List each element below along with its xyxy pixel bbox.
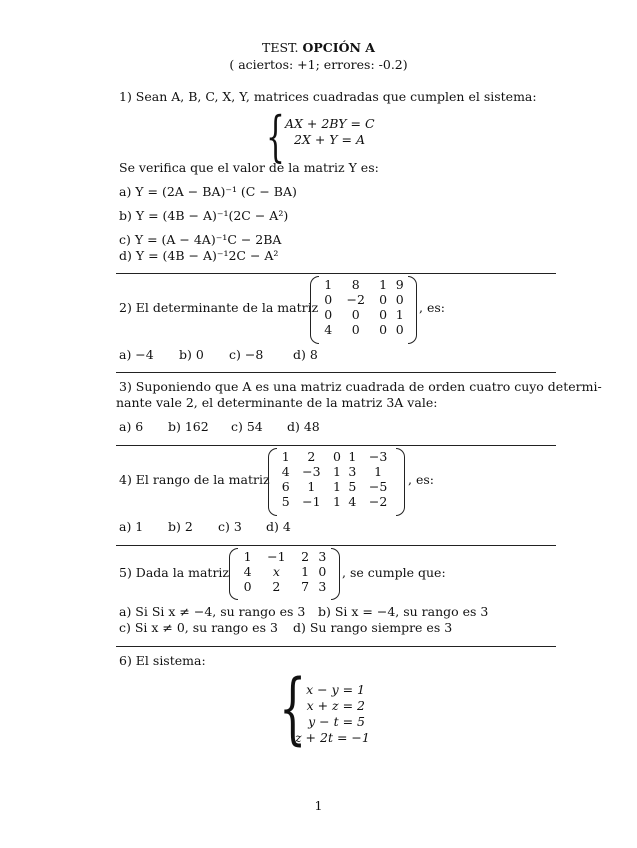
matrix-cell: 0 <box>324 292 333 307</box>
matrix-cell: −3 <box>368 449 388 464</box>
matrix-cell: x <box>272 564 280 579</box>
matrix-row <box>320 277 408 292</box>
matrix-cell: 0 <box>379 307 388 322</box>
matrix-cell: 4 <box>281 464 290 479</box>
q4-option-a: a) 1 <box>119 519 144 534</box>
matrix-cell: 1 <box>324 277 333 292</box>
matrix-cell: 1 <box>281 449 290 464</box>
matrix-cell: 0 <box>351 307 360 322</box>
q2-suffix: , es: <box>419 300 445 315</box>
matrix-cell: −2 <box>368 494 388 509</box>
matrix-cell: 0 <box>318 564 327 579</box>
matrix-cell: 1 <box>332 494 341 509</box>
scoring-note: ( aciertos: +1; errores: -0.2) <box>229 57 408 72</box>
q4-matrix <box>278 449 396 509</box>
matrix-cell: 2 <box>272 579 281 594</box>
matrix-cell: 4 <box>243 564 252 579</box>
q3-prompt-line2: nante vale 2, el determinante de la matriz 3A vale: <box>116 395 438 410</box>
matrix-cell: 1 <box>348 449 357 464</box>
matrix-cell: 2 <box>307 449 316 464</box>
page-title <box>0 40 637 55</box>
q4-matrix-right-paren <box>396 448 405 516</box>
q5-option-b: b) Si x = −4, su rango es 3 <box>318 604 489 619</box>
matrix-cell: 0 <box>395 322 404 337</box>
q6-eq2: x + z = 2 <box>306 698 365 713</box>
q6-eq1: x − y = 1 <box>306 682 365 697</box>
q4-option-b: b) 2 <box>168 519 193 534</box>
matrix-row <box>239 549 331 564</box>
matrix-cell: 2 <box>301 549 310 564</box>
page-number: 1 <box>314 798 323 813</box>
q2-matrix-left-paren <box>310 276 319 344</box>
matrix-cell: −3 <box>302 464 321 479</box>
matrix-row <box>239 564 331 579</box>
q5-option-d: d) Su rango siempre es 3 <box>293 620 453 635</box>
matrix-row <box>320 292 408 307</box>
matrix-row <box>320 307 408 322</box>
q5-option-c: c) Si x ≠ 0, su rango es 3 <box>119 620 278 635</box>
matrix-cell: 8 <box>351 277 360 292</box>
q6-eq3: y − t = 5 <box>308 714 365 729</box>
matrix-cell: 3 <box>318 579 327 594</box>
matrix-cell: 1 <box>301 564 310 579</box>
matrix-cell: −1 <box>302 494 321 509</box>
q2-prompt: 2) El determinante de la matriz <box>119 300 319 315</box>
q3-option-c: c) 54 <box>231 419 263 434</box>
matrix-cell: −2 <box>346 292 365 307</box>
matrix-row <box>278 464 396 479</box>
divider <box>116 372 556 373</box>
matrix-cell: 5 <box>348 479 357 494</box>
matrix-cell: 0 <box>395 292 404 307</box>
divider <box>116 646 556 647</box>
q5-prompt: 5) Dada la matriz <box>119 565 230 580</box>
q5-suffix: , se cumple que: <box>342 565 446 580</box>
q1-option-a: a) Y = (2A − BA)⁻¹ (C − BA) <box>119 184 297 199</box>
matrix-cell: 0 <box>379 322 388 337</box>
q3-option-a: a) 6 <box>119 419 144 434</box>
matrix-row <box>320 322 408 337</box>
q5-matrix-left-paren <box>229 548 238 600</box>
matrix-cell: 1 <box>332 464 341 479</box>
matrix-cell: 4 <box>348 494 357 509</box>
divider <box>116 273 556 274</box>
q4-suffix: , es: <box>408 472 434 487</box>
matrix-cell: 0 <box>324 307 333 322</box>
q6-brace: { <box>279 664 307 754</box>
q4-prompt: 4) El rango de la matriz <box>119 472 270 487</box>
matrix-cell: 1 <box>332 479 341 494</box>
matrix-cell: −5 <box>368 479 388 494</box>
q1-option-b: b) Y = (4B − A)⁻¹(2C − A²) <box>119 208 289 223</box>
q3-option-b: b) 162 <box>168 419 209 434</box>
matrix-cell: 1 <box>243 549 252 564</box>
divider <box>116 445 556 446</box>
matrix-cell: 1 <box>395 307 404 322</box>
matrix-cell: 1 <box>307 479 316 494</box>
matrix-cell: 0 <box>332 449 341 464</box>
title-bold: OPCIÓN A <box>302 40 375 55</box>
q1-eq2: 2X + Y = A <box>294 132 365 147</box>
q4-matrix-left-paren <box>268 448 277 516</box>
matrix-cell: 1 <box>379 277 388 292</box>
matrix-cell: 1 <box>374 464 383 479</box>
matrix-row <box>239 579 331 594</box>
q1-eq1: AX + 2BY = C <box>285 116 375 131</box>
q6-prompt: 6) El sistema: <box>119 653 206 668</box>
q2-option-d: d) 8 <box>293 347 318 362</box>
matrix-cell: 6 <box>281 479 290 494</box>
matrix-cell: 7 <box>301 579 310 594</box>
matrix-cell: 3 <box>348 464 357 479</box>
q5-matrix-right-paren <box>331 548 340 600</box>
divider <box>116 545 556 546</box>
q1-option-c: c) Y = (A − 4A)⁻¹C − 2BA <box>119 232 282 247</box>
q1-brace: { <box>266 105 285 168</box>
matrix-cell: −1 <box>267 549 286 564</box>
matrix-row <box>278 449 396 464</box>
q2-option-c: c) −8 <box>229 347 264 362</box>
q2-matrix <box>320 277 408 337</box>
q4-option-c: c) 3 <box>218 519 242 534</box>
q1-question: Se verifica que el valor de la matriz Y es: <box>119 160 379 175</box>
q1-prompt: 1) Sean A, B, C, X, Y, matrices cuadradas que cumplen el sistema: <box>119 89 537 104</box>
matrix-cell: 0 <box>243 579 252 594</box>
q2-option-b: b) 0 <box>179 347 204 362</box>
matrix-row <box>278 494 396 509</box>
matrix-cell: 0 <box>379 292 388 307</box>
q4-option-d: d) 4 <box>266 519 291 534</box>
matrix-cell: 5 <box>281 494 290 509</box>
q3-option-d: d) 48 <box>287 419 320 434</box>
matrix-cell: 3 <box>318 549 327 564</box>
q6-eq4: z + 2t = −1 <box>295 730 370 745</box>
matrix-cell: 0 <box>351 322 360 337</box>
title-plain: TEST. <box>262 40 303 55</box>
matrix-row <box>278 479 396 494</box>
q3-prompt-line1: 3) Suponiendo que A es una matriz cuadrada de orden cuatro cuyo determi- <box>119 379 602 394</box>
q1-option-d: d) Y = (4B − A)⁻¹2C − A² <box>119 248 279 263</box>
q5-option-a: a) Si Si x ≠ −4, su rango es 3 <box>119 604 306 619</box>
q2-option-a: a) −4 <box>119 347 154 362</box>
q5-matrix <box>239 549 331 594</box>
matrix-cell: 9 <box>395 277 404 292</box>
matrix-cell: 4 <box>324 322 333 337</box>
q2-matrix-right-paren <box>408 276 417 344</box>
